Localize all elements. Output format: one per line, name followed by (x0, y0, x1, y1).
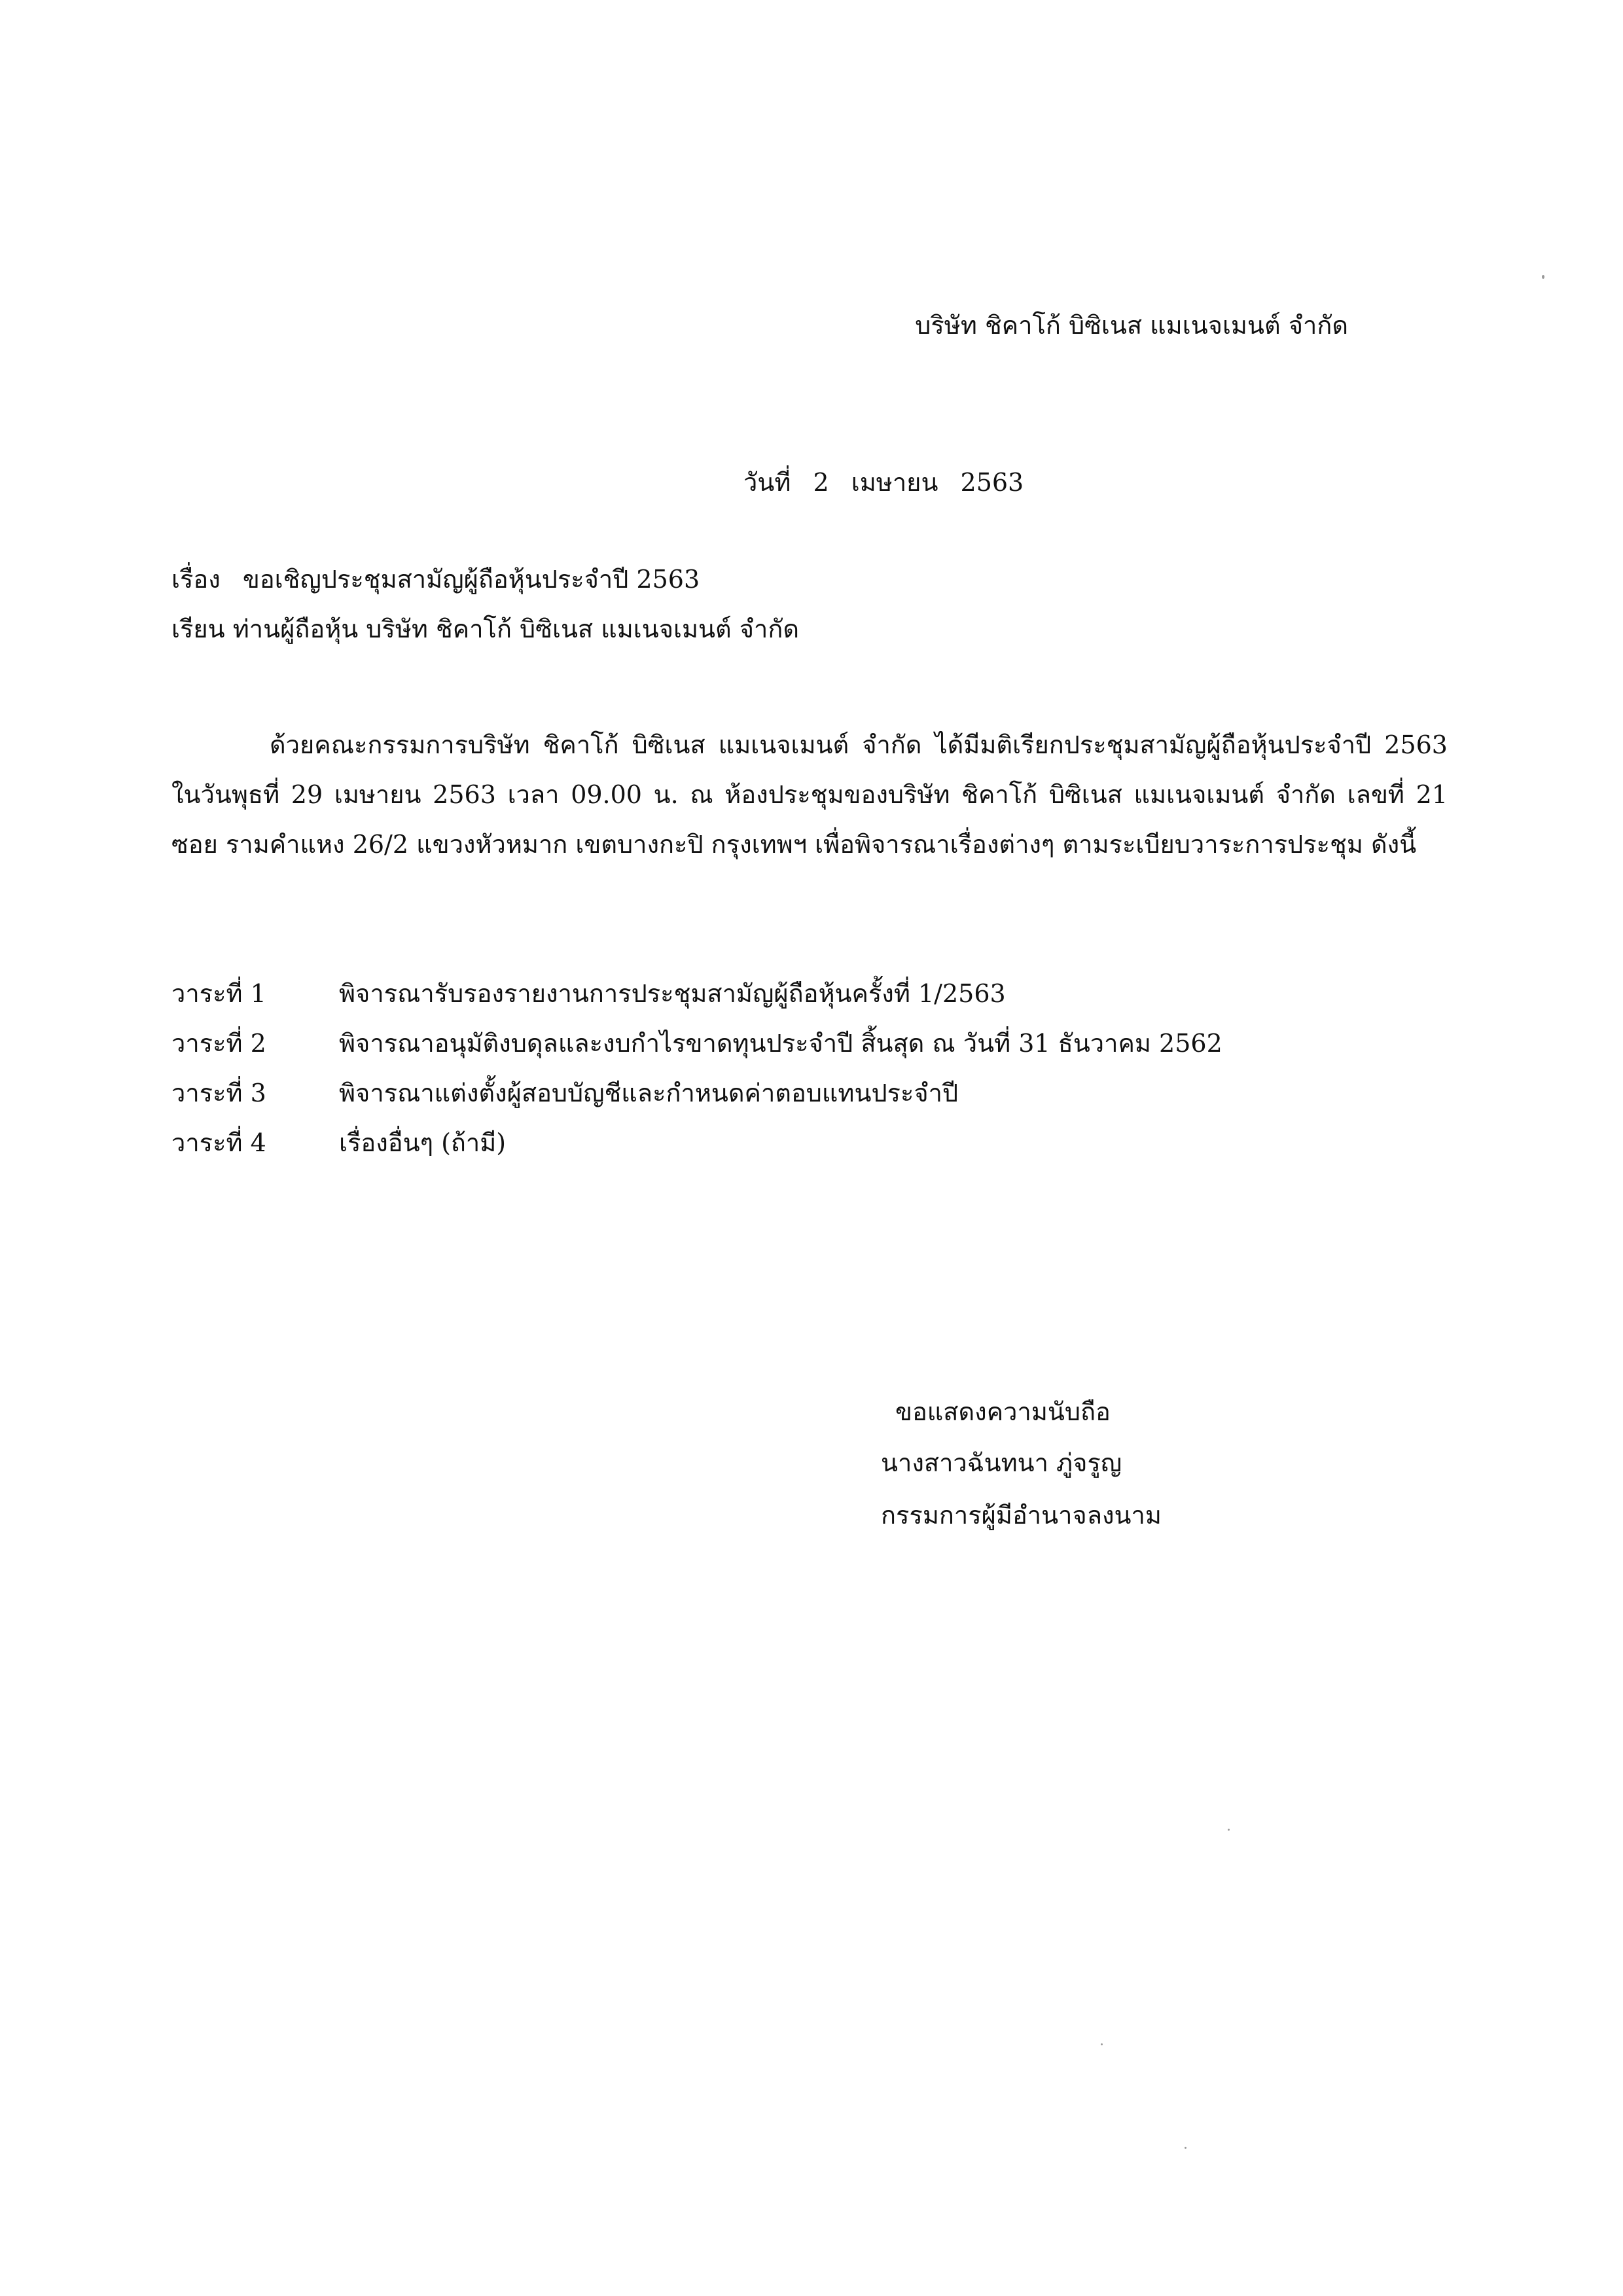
salutation-label: เรียน (171, 615, 225, 643)
agenda-item (171, 969, 1448, 1018)
agenda-text: เรื่องอื่นๆ (ถ้ามี) (339, 1128, 507, 1157)
agenda-list (171, 969, 1448, 1168)
scan-speck (1185, 2147, 1186, 2149)
agenda-number: วาระที่ 4 (171, 1128, 266, 1157)
body-paragraph (171, 720, 1448, 869)
signatory-title: กรรมการผู้มีอำนาจลงนาม (881, 1501, 1162, 1530)
date-month: เมษายน (851, 468, 938, 497)
date-year: 2563 (960, 468, 1024, 497)
agenda-number: วาระที่ 3 (171, 1079, 266, 1107)
date-label: วันที่ (743, 468, 791, 497)
agenda-item (171, 1118, 1448, 1168)
company-name-header: บริษัท ชิคาโก้ บิซิเนส แมเนจเมนต์ จำกัด (915, 311, 1348, 340)
signatory-name: นางสาวฉันทนา ภู่จรูญ (881, 1448, 1122, 1477)
closing-phrase: ขอแสดงความนับถือ (895, 1397, 1111, 1426)
body-text: ด้วยคณะกรรมการบริษัท ชิคาโก้ บิซิเนส แมเนจเมนต์ จำกัด ได้มีมติเรียกประชุมสามัญผู้ถือหุ้นประจำปี 2563 ในวันพุธที่ 29 เมษายน 2563 เวลา 09.00 น. ณ ห้องประชุมของบริษัท ชิคาโก้ บิซิเนส แมเนจเมนต์ จำกัด เลขที่ 21 ซอย รามคำแหง 26/2 แขวงหัวหมาก เขตบางกะปิ กรุงเทพฯ เพื่อพิจารณาเรื่องต่างๆ ตามระเบียบวาระการประชุม ดังนี้ (171, 730, 1448, 859)
scan-speck (1542, 275, 1544, 279)
salutation-line (171, 617, 799, 641)
letter-date (743, 470, 1038, 495)
agenda-number: วาระที่ 1 (171, 979, 266, 1008)
agenda-number: วาระที่ 2 (171, 1029, 266, 1058)
agenda-item (171, 1018, 1448, 1068)
agenda-text: พิจารณาอนุมัติงบดุลและงบกำไรขาดทุนประจำปี สิ้นสุด ณ วันที่ 31 ธันวาคม 2562 (339, 1029, 1222, 1058)
subject-text: ขอเชิญประชุมสามัญผู้ถือหุ้นประจำปี 2563 (242, 565, 700, 594)
subject-label: เรื่อง (171, 565, 221, 594)
agenda-text: พิจารณาแต่งตั้งผู้สอบบัญชีและกำหนดค่าตอบแทนประจำปี (339, 1079, 959, 1107)
agenda-item (171, 1068, 1448, 1118)
date-day: 2 (813, 468, 829, 497)
salutation-text: ท่านผู้ถือหุ้น บริษัท ชิคาโก้ บิซิเนส แมเนจเมนต์ จำกัด (232, 615, 800, 643)
scan-speck (1101, 2043, 1103, 2045)
subject-line (171, 567, 714, 592)
agenda-text: พิจารณารับรองรายงานการประชุมสามัญผู้ถือหุ้นครั้งที่ 1/2563 (339, 979, 1006, 1008)
scan-speck (1228, 1829, 1230, 1831)
